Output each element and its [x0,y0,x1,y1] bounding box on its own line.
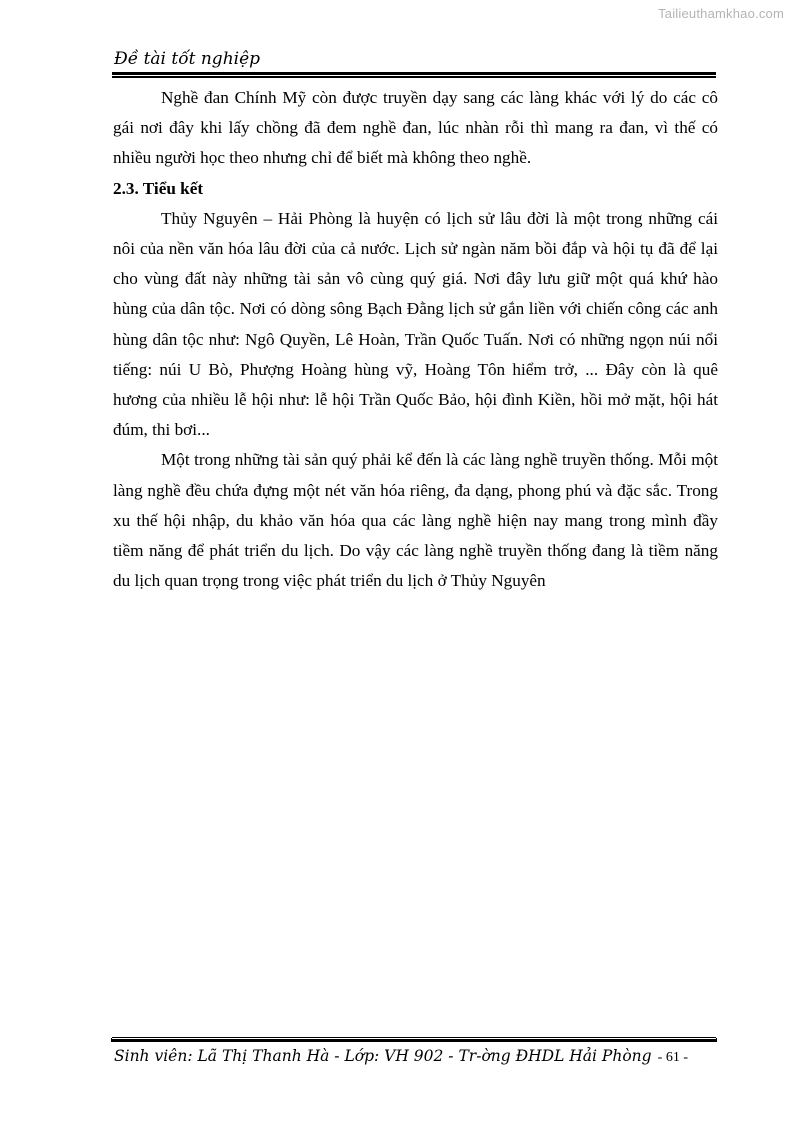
document-body [113,83,718,596]
footer-divider [112,1037,716,1039]
page-number: - 61 - [657,1050,688,1065]
page-footer [112,1037,716,1066]
page-header [112,48,716,76]
header-title: Đề tài tốt nghiệp [114,49,261,69]
footer-row [112,1047,716,1066]
watermark: Tailieuthamkhao.com [658,6,784,21]
paragraph: Một trong những tài sản quý phải kể đến là các làng nghề truyền thống. Mỗi một làng nghề đều chứa đựng một nét văn hóa riêng, đa dạng, phong phú và đặc sắc. Trong xu thế hội nhập, du khảo văn hóa qua các làng nghề hiện nay mang trong mình đầy tiềm năng để phát triển du lịch. Do vậy các làng nghề truyền thống đang là tiềm năng du lịch quan trọng trong việc phát triển du lịch ở Thủy Nguyên [113,450,718,591]
paragraph: Nghề đan Chính Mỹ còn được truyền dạy sang các làng khác với lý do các cô gái nơi đây khi lấy chồng đã đem nghề đan, lúc nhàn rỗi thì mang ra đan, vì thế có nhiều người học theo nhưng chỉ để biết mà không theo nghề. [113,88,718,168]
header-divider [112,72,716,76]
footer-text: Sinh viên: Lã Thị Thanh Hà - Lớp: VH 902 - Tr-ờng ĐHDL Hải Phòng [114,1047,652,1065]
paragraph: Thủy Nguyên – Hải Phòng là huyện có lịch sử lâu đời là một trong những cái nôi của nền văn hóa lâu đời của cả nước. Lịch sử ngàn năm bồi đắp và hội tụ đã để lại cho vùng đất này những tài sản vô cùng quý giá. Nơi đây lưu giữ một quá khứ hào hùng của dân tộc. Nơi có dòng sông Bạch Đằng lịch sử gắn liền với chiến công các anh hùng dân tộc như: Ngô Quyền, Lê Hoàn, Trần Quốc Tuấn. Nơi có những ngọn núi nổi tiếng: núi U Bò, Phượng Hoàng hùng vỹ, Hoàng Tôn hiểm trở, ... Đây còn là quê hương của nhiều lễ hội như: lễ hội Trần Quốc Bảo, hội đình Kiền, hồi mở mặt, hội hát đúm, thi bơi... [113,208,718,440]
section-heading: 2.3. Tiểu kết [113,178,204,198]
